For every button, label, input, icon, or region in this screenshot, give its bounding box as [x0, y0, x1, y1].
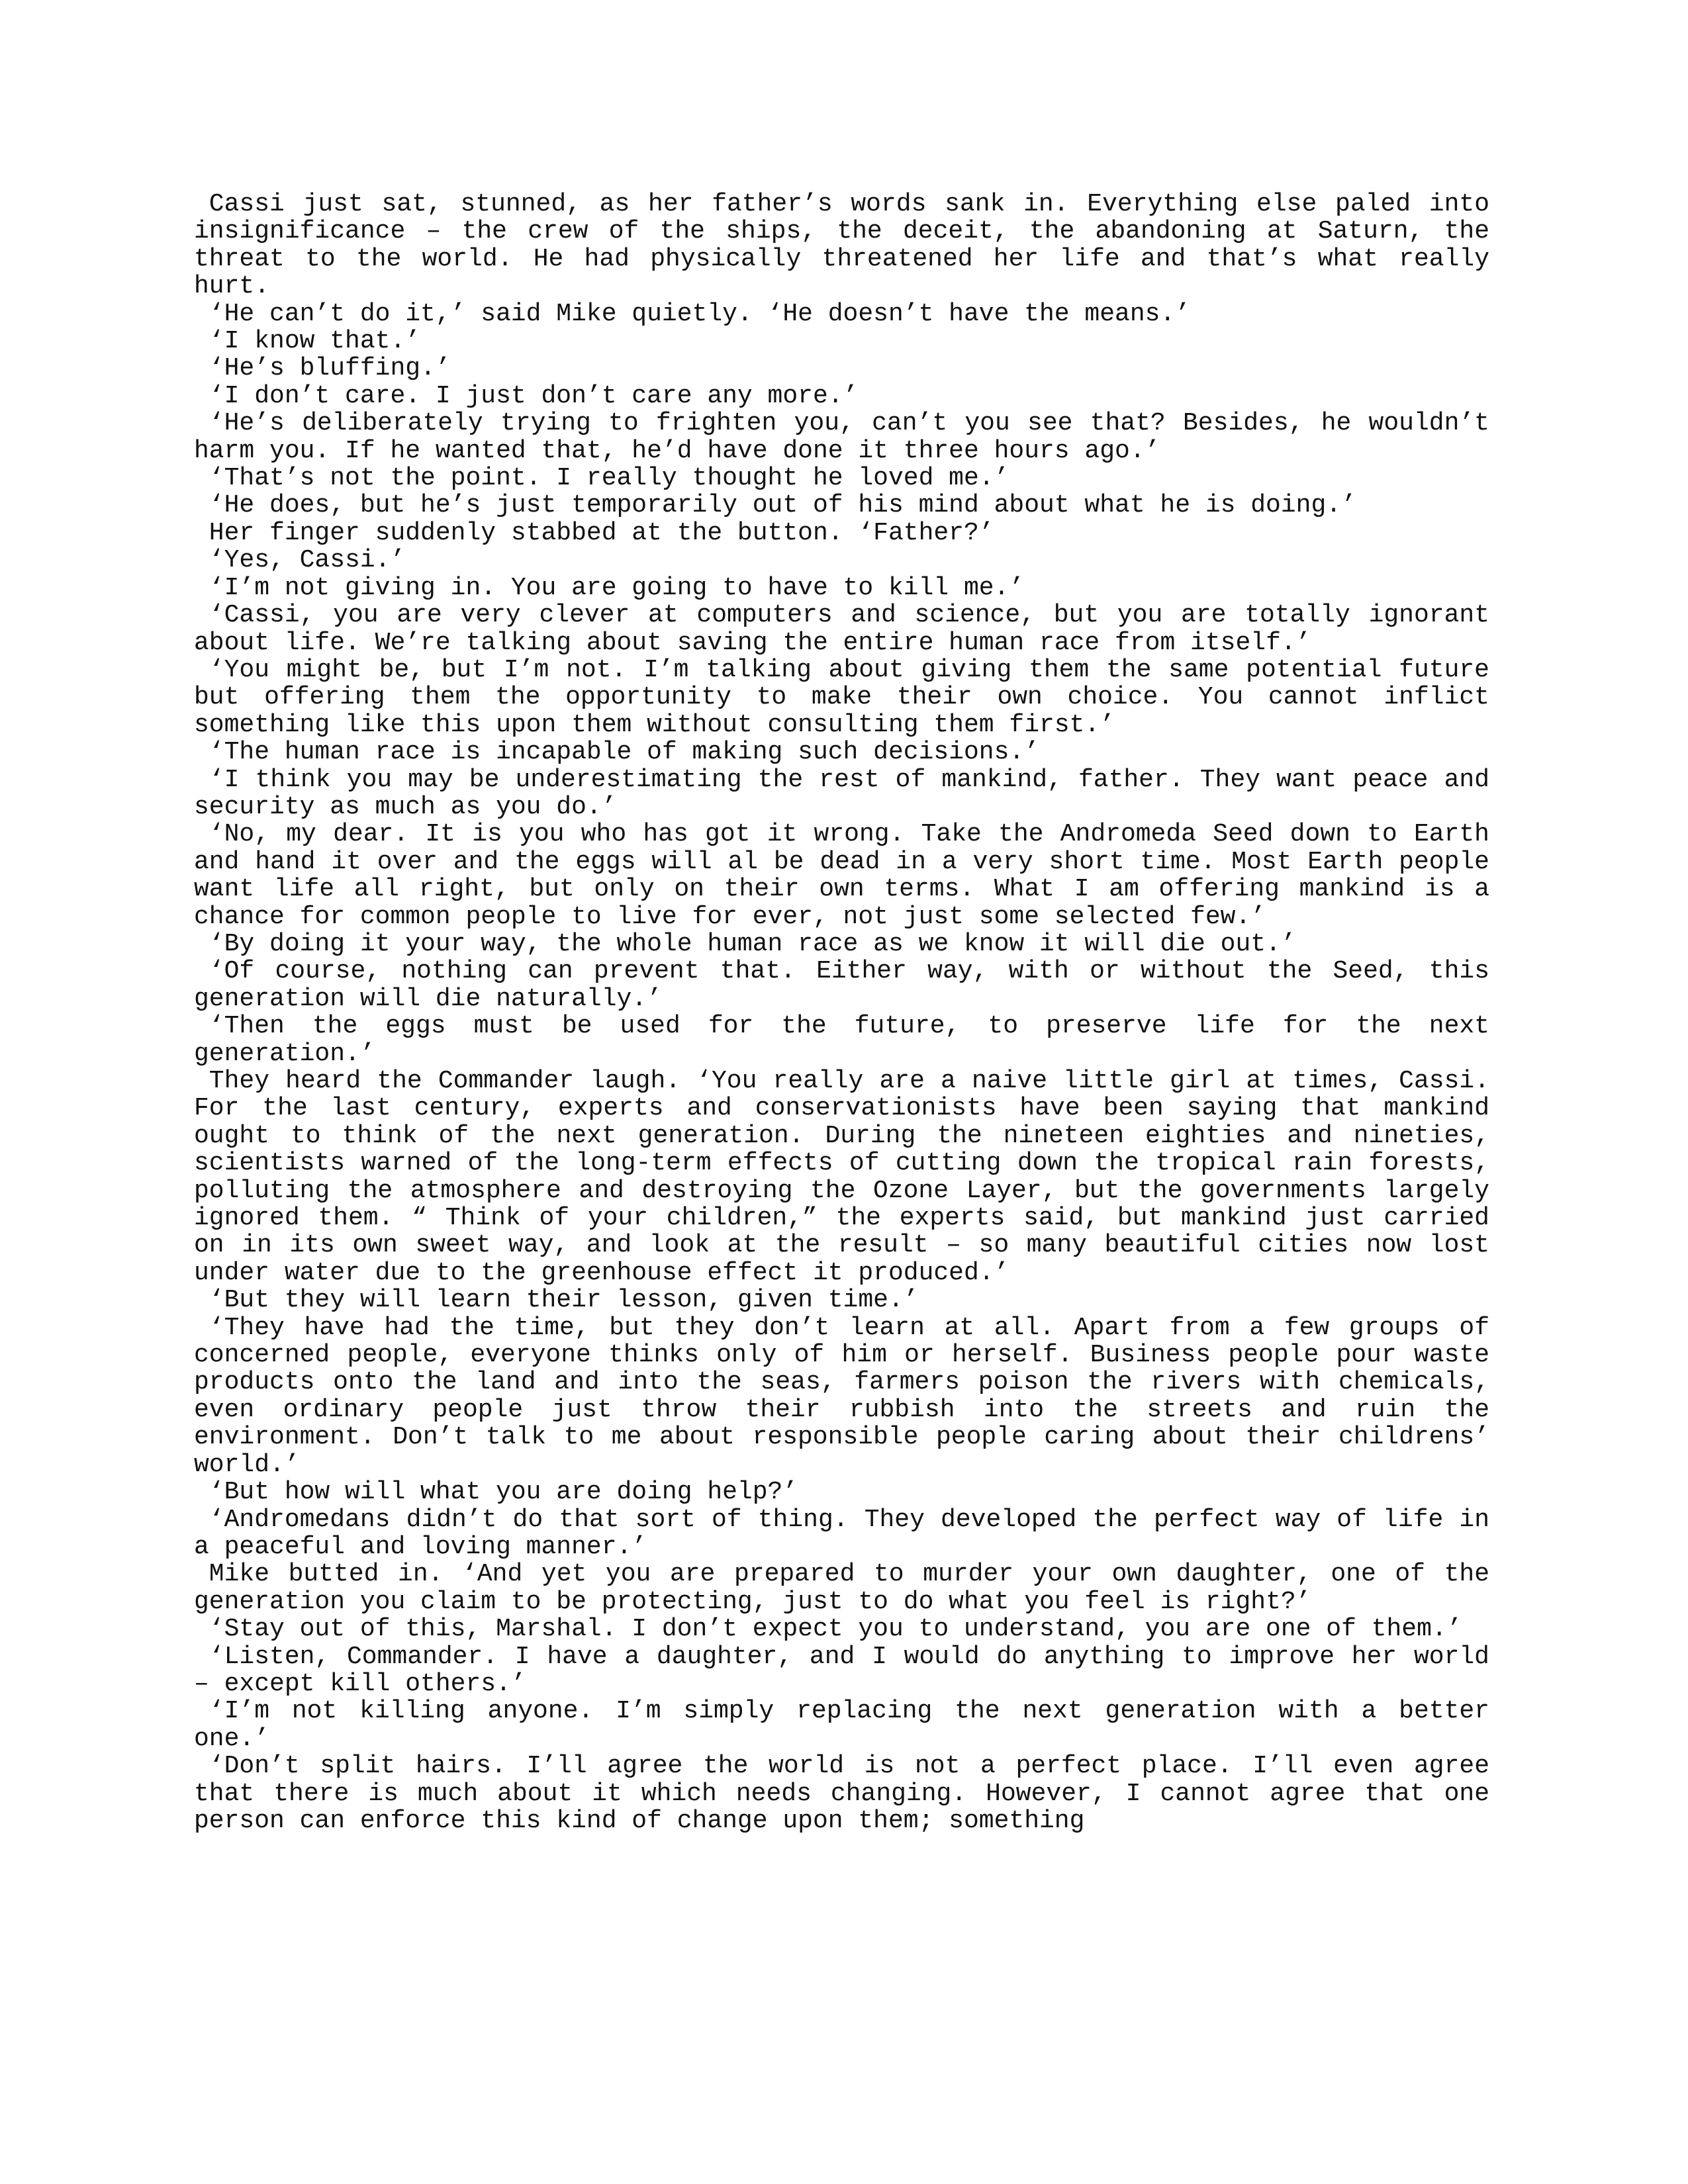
paragraph: ‘I don’t care. I just don’t care any more.’	[209, 381, 859, 410]
paragraph: ‘But how will what you are doing help?’	[209, 1478, 798, 1507]
paragraph: Her finger suddenly stabbed at the button. ‘Father?’	[209, 518, 994, 547]
paragraph: Mike butted in. ‘And yet you are prepared to murder your own daughter, one of the generation you claim to be protecting, just to do what you feel is right?’	[194, 1560, 1489, 1616]
body-text	[194, 191, 1489, 1835]
paragraph: ‘Andromedans didn’t do that sort of thing. They developed the perfect way of life in a peaceful and loving manner.’	[194, 1505, 1489, 1561]
paragraph: ‘I’m not killing anyone. I’m simply replacing the next generation with a better one.’	[194, 1697, 1489, 1753]
paragraph: ‘I know that.’	[209, 327, 421, 356]
paragraph: ‘Of course, nothing can prevent that. Either way, with or without the Seed, this generation will die naturally.’	[194, 957, 1489, 1013]
paragraph: ‘They have had the time, but they don’t learn at all. Apart from a few groups of concerned people, everyone thinks only of him or herself. Business people pour waste products onto the land and into the seas, farmers poison the rivers with chemicals, even ordinary people just throw their rubbish into the streets and ruin the environment. Don’t talk to me about responsible people caring about their childrens’ world.’	[194, 1313, 1489, 1479]
paragraph: ‘He’s bluffing.’	[209, 354, 451, 383]
paragraph: ‘No, my dear. It is you who has got it wrong. Take the Andromeda Seed down to Earth and hand it over and the eggs will al be dead in a very short time. Most Earth people want life all right, but only on their own terms. What I am offering mankind is a chance for common people to live for ever, not just some selected few.’	[194, 820, 1489, 931]
paragraph: ‘The human race is incapable of making such decisions.’	[209, 738, 1040, 767]
paragraph: ‘Don’t split hairs. I’ll agree the world is not a perfect place. I’ll even agree that there is much about it which needs changing. However, I cannot agree that one person can enforce this kind of change upon them; something	[194, 1752, 1489, 1835]
paragraph: ‘But they will learn their lesson, given time.’	[209, 1286, 919, 1315]
paragraph: They heard the Commander laugh. ‘You really are a naive little girl at times, Cassi. For the last century, experts and conservationists have been saying that mankind ought to think of the next generation. During the nineteen eighties and nineties, scientists warned of the long-term effects of cutting down the tropical rain forests, polluting the atmosphere and destroying the Ozone Layer, but the governments largely ignored them. “ Think of your children,” the experts said, but mankind just carried on in its own sweet way, and look at the result – so many beautiful cities now lost under water due to the greenhouse effect it produced.’	[194, 1067, 1489, 1287]
paragraph: ‘Cassi, you are very clever at computers and science, but you are totally ignorant about life. We’re talking about saving the entire human race from itself.’	[194, 601, 1489, 657]
paragraph: ‘I think you may be underestimating the rest of mankind, father. They want peace and security as much as you do.’	[194, 765, 1489, 821]
paragraph: ‘He does, but he’s just temporarily out of his mind about what he is doing.’	[209, 491, 1356, 520]
paragraph: ‘Stay out of this, Marshal. I don’t expect you to understand, you are one of them.’	[209, 1615, 1462, 1644]
paragraph: ‘Yes, Cassi.’	[209, 546, 406, 575]
paragraph: ‘Listen, Commander. I have a daughter, and I would do anything to improve her world – except kill others.’	[194, 1642, 1489, 1698]
paragraph: ‘You might be, but I’m not. I’m talking about giving them the same potential future but offering them the opportunity to make their own choice. You cannot inflict something like this upon them without consulting them first.’	[194, 655, 1489, 739]
paragraph: ‘By doing it your way, the whole human race as we know it will die out.’	[209, 929, 1296, 958]
paragraph: ‘Then the eggs must be used for the future, to preserve life for the next generation.’	[194, 1012, 1489, 1068]
paragraph: ‘He can’t do it,’ said Mike quietly. ‘He doesn’t have the means.’	[209, 299, 1191, 328]
paragraph: ‘That’s not the point. I really thought he loved me.’	[209, 464, 1009, 493]
paragraph: ‘I’m not giving in. You are going to have to kill me.’	[209, 573, 1025, 602]
paragraph: Cassi just sat, stunned, as her father’s words sank in. Everything else paled into insignificance – the crew of the ships, the deceit, the abandoning at Saturn, the threat to the world. He had physically threatened her life and that’s what really hurt.	[194, 190, 1489, 301]
paragraph: ‘He’s deliberately trying to frighten you, can’t you see that? Besides, he wouldn’t harm you. If he wanted that, he’d have done it three hours ago.’	[194, 409, 1489, 465]
